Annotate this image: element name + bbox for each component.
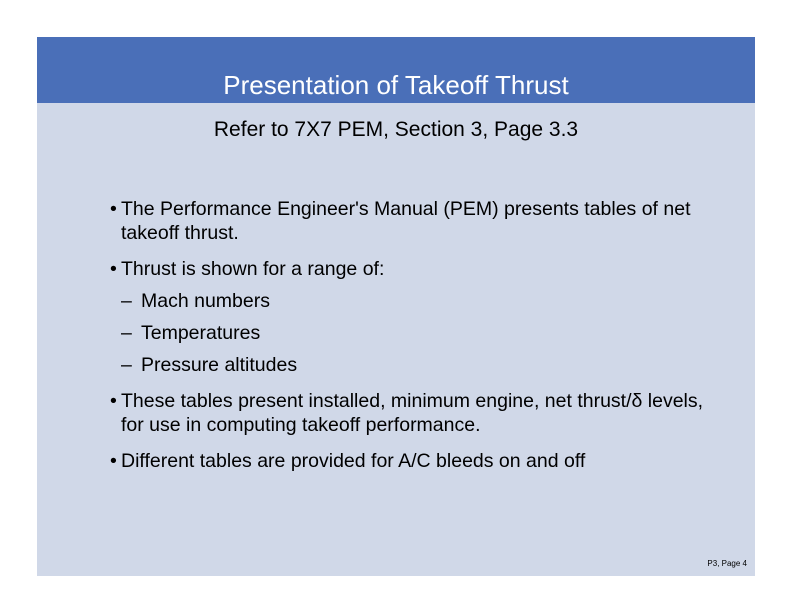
sub-bullet-text: Mach numbers bbox=[141, 290, 270, 312]
dash-mark: – bbox=[121, 290, 132, 312]
bullet-mark: • bbox=[110, 390, 117, 412]
bullet-item bbox=[110, 389, 730, 437]
slide bbox=[37, 37, 755, 576]
bullet-item bbox=[110, 257, 730, 377]
bullet-mark: • bbox=[110, 258, 117, 280]
slide-title: Presentation of Takeoff Thrust bbox=[223, 70, 569, 100]
bullet-item bbox=[110, 197, 730, 245]
sub-bullet-item bbox=[121, 289, 730, 313]
sub-bullet-item bbox=[121, 353, 730, 377]
dash-mark: – bbox=[121, 354, 132, 376]
bullet-item bbox=[110, 449, 730, 473]
sub-bullet-list bbox=[121, 289, 730, 377]
bullet-mark: • bbox=[110, 450, 117, 472]
dash-mark: – bbox=[121, 322, 132, 344]
sub-bullet-text: Temperatures bbox=[141, 322, 261, 344]
bullet-text: The Performance Engineer's Manual (PEM) presents tables of net takeoff thrust. bbox=[121, 198, 691, 244]
sub-bullet-item bbox=[121, 321, 730, 345]
bullet-mark: • bbox=[110, 198, 117, 220]
bullet-text: Thrust is shown for a range of: bbox=[121, 258, 385, 280]
page-number: P3, Page 4 bbox=[707, 559, 747, 568]
bullet-text: These tables present installed, minimum engine, net thrust/δ levels, for use in computing takeoff performance. bbox=[121, 390, 704, 436]
slide-subtitle: Refer to 7X7 PEM, Section 3, Page 3.3 bbox=[213, 118, 579, 141]
bullet-text: Different tables are provided for A/C bleeds on and off bbox=[121, 450, 586, 472]
bullet-list bbox=[110, 197, 730, 485]
sub-bullet-text: Pressure altitudes bbox=[141, 354, 298, 376]
